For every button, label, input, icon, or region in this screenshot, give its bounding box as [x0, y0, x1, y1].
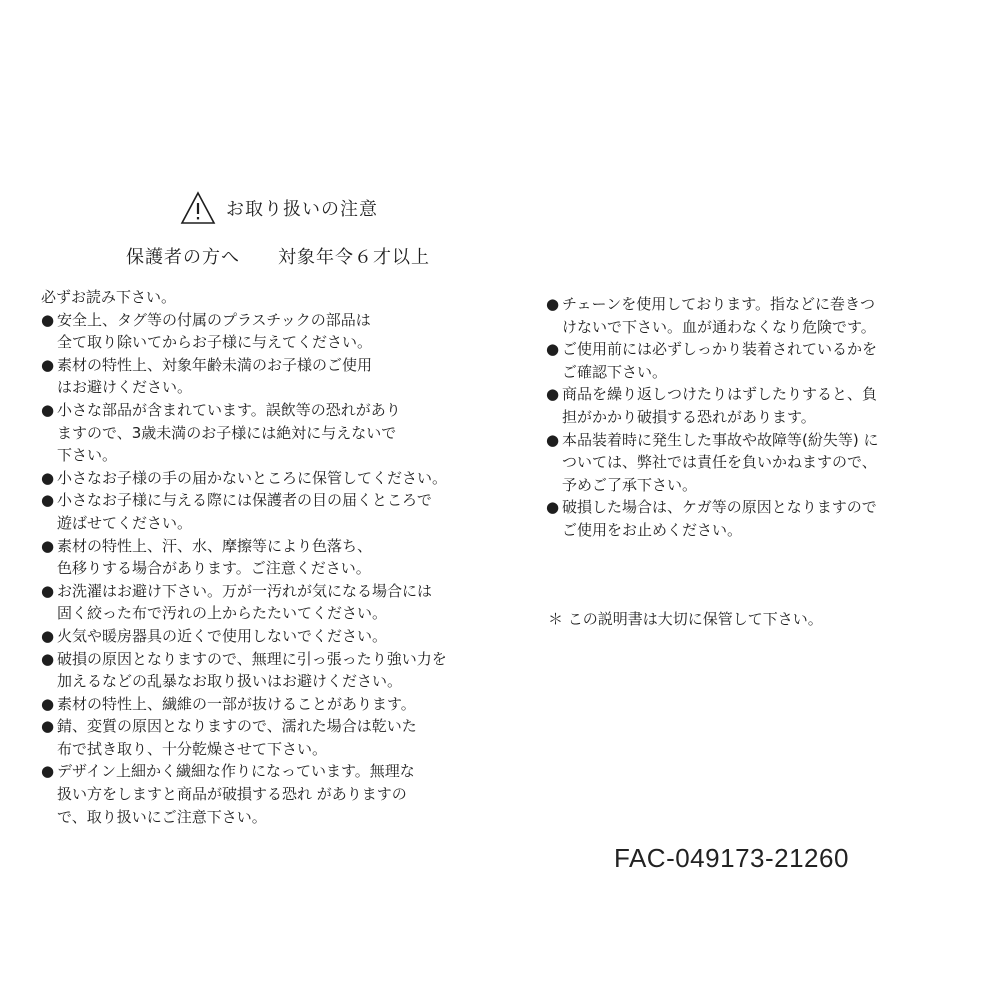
left-line-text: 火気や暖房器具の近くで使用しないでください。 — [57, 626, 388, 645]
left-line-text: 小さなお子様に与える際には保護者の目の届くところで — [57, 491, 432, 510]
left-line — [41, 693, 491, 716]
left-line — [41, 399, 491, 422]
left-line-text: 素材の特性上、繊維の一部が抜けることがあります。 — [57, 694, 416, 713]
left-line-text: で、取り扱いにご注意下さい。 — [57, 807, 267, 826]
left-line — [41, 354, 491, 377]
right-line — [546, 451, 966, 474]
left-line — [41, 309, 491, 332]
right-line — [546, 316, 966, 339]
left-line — [41, 535, 491, 558]
left-line-text: 小さな部品が含まれています。誤飲等の恐れがあり — [57, 400, 401, 419]
left-line-text: 錆、変質の原因となりますので、濡れた場合は乾いた — [57, 717, 417, 736]
right-line — [546, 519, 966, 542]
right-line — [546, 496, 966, 519]
intro-text: 必ずお読み下さい。 — [41, 288, 177, 306]
left-line — [41, 760, 491, 783]
right-line — [546, 338, 966, 361]
product-code: FAC-049173-21260 — [614, 843, 849, 873]
bullet-icon: ● — [41, 468, 55, 487]
left-line — [41, 806, 491, 829]
right-line-text: 商品を繰り返しつけたりはずしたりすると、負 — [562, 385, 878, 404]
left-line — [41, 422, 491, 445]
right-line-text: チェーンを使用しております。指などに巻きつ — [562, 295, 876, 313]
left-line-text: 加えるなどの乱暴なお取り扱いはお避けください。 — [57, 672, 403, 691]
right-line-text: 本品装着時に発生した事故や故障等(紛失等) に — [562, 430, 879, 449]
bullet-icon: ● — [41, 762, 55, 781]
bullet-icon: ● — [546, 295, 560, 313]
left-line — [41, 580, 491, 603]
left-line-text: デザイン上細かく繊細な作りになっています。無理な — [57, 762, 415, 781]
left-line-text: お洗濯はお避け下さい。万が一汚れが気になる場合には — [57, 581, 433, 600]
left-line — [41, 331, 491, 354]
right-line-text: ご使用前には必ずしっかり装着されているかを — [562, 340, 878, 359]
right-line-text: ご使用をお止めください。 — [562, 520, 743, 539]
bullet-icon: ● — [41, 626, 55, 645]
right-line — [546, 383, 966, 406]
left-line-text: 下さい。 — [57, 446, 118, 465]
left-line — [41, 444, 491, 467]
heading — [180, 188, 378, 228]
left-line-text: 全て取り除いてからお子様に与えてください。 — [57, 333, 373, 352]
bullet-icon: ● — [41, 491, 55, 510]
keep-note: ＊ この説明書は大切に保管して下さい。 — [548, 610, 823, 628]
left-line-text: 素材の特性上、対象年齢未満のお子様のご使用 — [57, 355, 373, 374]
bullet-icon: ● — [41, 536, 55, 555]
right-lines — [546, 293, 966, 542]
audience-label: 保護者の方へ — [126, 247, 240, 268]
left-line — [41, 512, 491, 535]
left-line-text: 扱い方をしますと商品が破損する恐れ がありますの — [57, 785, 407, 804]
bullet-icon: ● — [41, 355, 55, 374]
left-line — [41, 602, 491, 625]
bullet-icon: ● — [546, 340, 560, 359]
left-line — [41, 670, 491, 693]
right-line-text: けないで下さい。血が通わなくなり危険です。 — [562, 317, 876, 336]
left-line — [41, 557, 491, 580]
bullet-icon: ● — [546, 430, 560, 449]
right-line-text: 予めご了承下さい。 — [562, 475, 698, 494]
left-line-text: 布で拭き取り、十分乾燥させて下さい。 — [57, 739, 328, 758]
right-line-text: 担がかかり破損する恐れがあります。 — [562, 407, 816, 426]
right-line — [546, 429, 966, 452]
left-line-text: 固く絞った布で汚れの上からたたいてください。 — [57, 604, 388, 623]
left-line — [41, 467, 491, 490]
right-line — [546, 361, 966, 384]
left-lines — [41, 309, 491, 829]
left-line-text: ますので、3歳未満のお子様には絶対に与えないで — [57, 423, 397, 442]
left-line-text: はお避けください。 — [57, 378, 193, 397]
left-line-text: 遊ばせてください。 — [57, 513, 193, 532]
right-column — [546, 293, 966, 542]
left-column — [41, 286, 491, 828]
heading-title: お取り扱いの注意 — [226, 199, 378, 220]
subheading — [126, 243, 430, 269]
left-line-text: 小さなお子様の手の届かないところに保管してください。 — [57, 468, 448, 487]
right-line-text: 破損した場合は、ケガ等の原因となりますので — [562, 498, 877, 517]
left-line-text: 破損の原因となりますので、無理に引っ張ったり強い力を — [57, 649, 447, 668]
right-line — [546, 474, 966, 497]
age-label: 対象年令６才以上 — [278, 247, 430, 268]
bullet-icon: ● — [546, 498, 560, 517]
left-line-text: 色移りする場合があります。ご注意ください。 — [57, 559, 371, 578]
right-line-text: ご確認下さい。 — [562, 362, 668, 381]
right-line — [546, 406, 966, 429]
right-line — [546, 293, 966, 316]
left-line — [41, 625, 491, 648]
left-line-text: 安全上、タグ等の付属のプラスチックの部品は — [57, 310, 371, 329]
left-line-text: 素材の特性上、汗、水、摩擦等により色落ち、 — [57, 536, 373, 555]
warning-triangle-icon — [180, 191, 216, 225]
bullet-icon: ● — [41, 400, 55, 419]
right-line-text: ついては、弊社では責任を負いかねますので、 — [562, 453, 877, 472]
left-line — [41, 783, 491, 806]
bullet-icon: ● — [546, 385, 560, 404]
bullet-icon: ● — [41, 694, 55, 713]
left-line — [41, 648, 491, 671]
bullet-icon: ● — [41, 310, 55, 329]
left-line — [41, 376, 491, 399]
bullet-icon: ● — [41, 649, 55, 668]
bullet-icon: ● — [41, 581, 55, 600]
left-line — [41, 715, 491, 738]
left-line — [41, 489, 491, 512]
left-line — [41, 738, 491, 761]
bullet-icon: ● — [41, 717, 55, 736]
